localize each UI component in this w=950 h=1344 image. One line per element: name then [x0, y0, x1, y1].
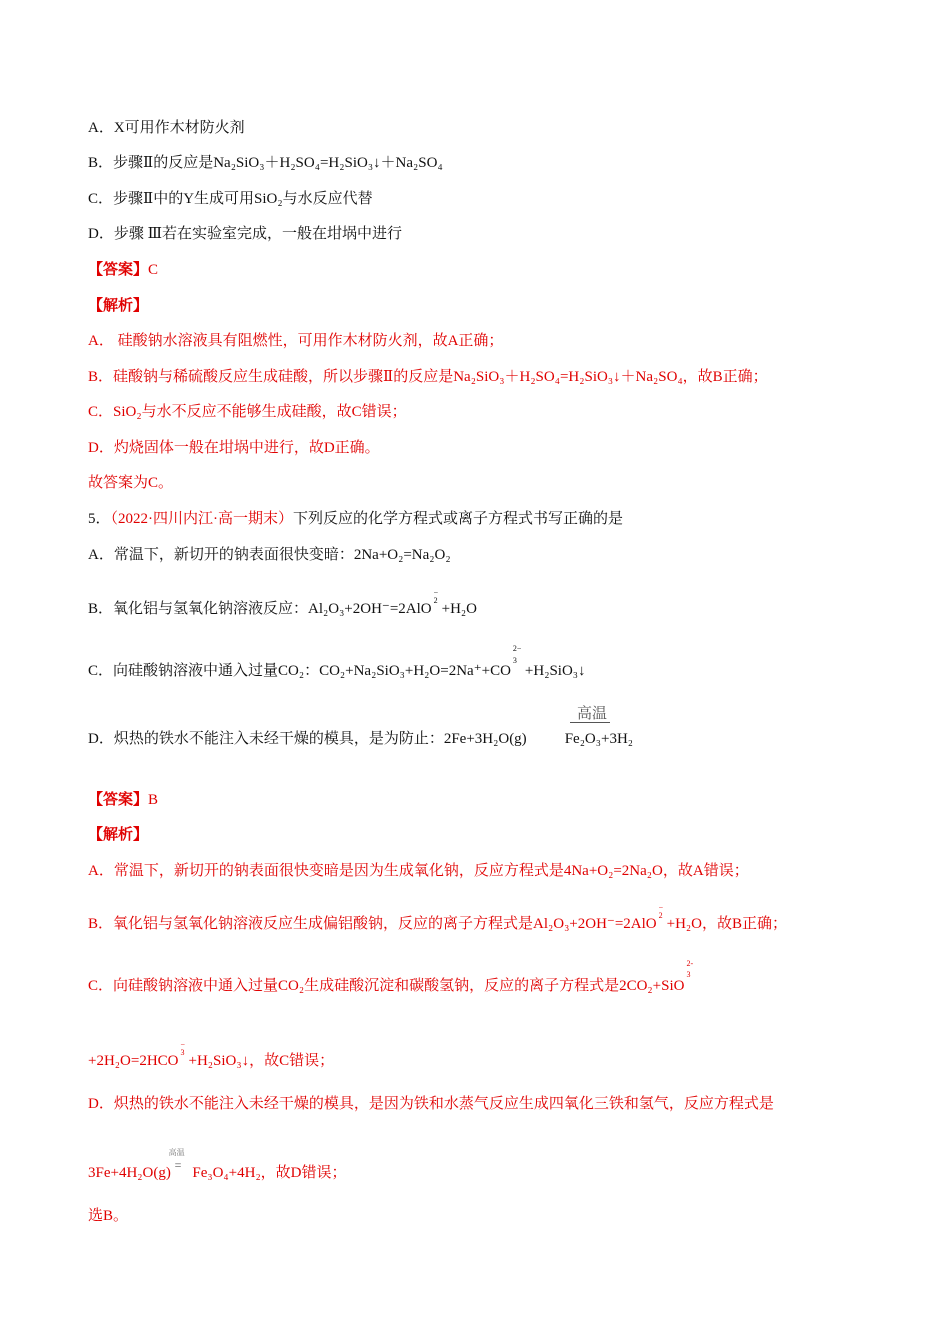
q5-analysis-b-sup: −: [658, 903, 664, 912]
q5-analysis-c1-sub: 3: [686, 970, 691, 979]
q5-analysis-b: [88, 903, 788, 934]
q4-answer-label: 【答案】: [88, 262, 149, 278]
q5-option-b-text: B．氧化铝与氢氧化钠溶液反应：Al₂O₃+2OH⁻=2AlO: [88, 601, 432, 617]
q5-analysis-d2: [88, 1148, 347, 1183]
q5-analysis-d2-eq: =: [174, 1158, 182, 1172]
q5-option-d-tail: Fe₂O₃+3H₂: [564, 731, 634, 747]
q5-analysis-c1-text: C．向硅酸钠溶液中通入过量CO₂生成硅酸沉淀和碳酸氢钠，反应的离子方程式是2CO₂+SiO: [88, 978, 685, 994]
q4-option-a: A．X可用作木材防火剂: [88, 120, 245, 136]
q5-option-c-tail: +H₂SiO₃↓: [524, 663, 586, 679]
q5-option-d: [88, 729, 633, 749]
q5-option-b-sup: −: [433, 588, 439, 597]
q5-option-b-sub: 2: [433, 596, 438, 605]
q4-analysis-d: D．灼烧固体一般在坩埚中进行，故D正确。: [88, 440, 380, 456]
q4-option-b: B．步骤Ⅱ的反应是Na₂SiO₃＋H₂SO₄=H₂SiO₃↓＋Na₂SO₄: [88, 155, 443, 171]
q4-conclusion: 故答案为C。: [88, 475, 174, 491]
q4-option-d: D．步骤 Ⅲ若在实验室完成，一般在坩埚中进行: [88, 226, 403, 242]
q5-stem: [88, 509, 623, 529]
q5-analysis-c1: [88, 959, 696, 996]
q5-analysis-c2-text: +2H₂O=2HCO: [88, 1053, 179, 1069]
q5-analysis-d2-tail: Fe₃O₄+4H₂，故D错误；: [192, 1165, 347, 1181]
q5-option-d-condition: 高温: [577, 706, 608, 722]
q5-analysis-label: 【解析】: [88, 827, 149, 843]
q5-number: 5．: [88, 511, 111, 527]
q5-stem-text: 下列反应的化学方程式或离子方程式书写正确的是: [293, 511, 624, 527]
q5-answer-value: B: [148, 792, 159, 808]
q5-conclusion: 选B。: [88, 1208, 129, 1224]
q5-analysis-c2-tail: +H₂SiO₃↓，故C错误；: [188, 1053, 335, 1069]
q5-analysis-c2-sup: −: [180, 1040, 185, 1049]
q5-option-b-tail: +H₂O: [441, 601, 477, 617]
q4-analysis-label: 【解析】: [88, 298, 149, 314]
q5-analysis-b-tail: +H₂O，故B正确；: [666, 916, 788, 932]
q5-analysis-d2-text: 3Fe+4H₂O(g): [88, 1165, 171, 1181]
q5-analysis-c2-sub: 3: [180, 1048, 185, 1057]
q5-analysis-c2: [88, 1040, 335, 1071]
q5-option-b: [88, 588, 477, 619]
q5-analysis-d2-condition: 高温: [168, 1148, 185, 1157]
q5-option-c-sup: 2−: [512, 644, 522, 653]
q4-analysis-b: B．硅酸钠与稀硫酸反应生成硅酸，所以步骤Ⅱ的反应是Na₂SiO₃＋H₂SO₄=H₂SiO₃↓＋Na₂SO₄，故B正确；: [88, 369, 768, 385]
q5-analysis-d1: D．炽热的铁水不能注入未经干燥的模具，是因为铁和水蒸气反应生成四氧化三铁和氢气，反应方程式是: [88, 1096, 774, 1112]
q4-answer: [88, 260, 158, 280]
q5-source: （2022·四川内江·高一期末）: [110, 511, 294, 527]
q5-analysis-b-text: B．氧化铝与氢氧化钠溶液反应生成偏铝酸钠，反应的离子方程式是Al₂O₃+2OH⁻=2AlO: [88, 916, 657, 932]
q5-analysis-c1-sup: 2-: [686, 959, 694, 968]
q5-option-c-text: C．向硅酸钠溶液中通入过量CO₂：CO₂+Na₂SiO₃+H₂O=2Na⁺+CO: [88, 663, 511, 679]
q5-analysis-b-sub: 2: [658, 911, 663, 920]
q4-answer-value: C: [148, 262, 159, 278]
q5-option-d-condition-bar: [570, 722, 610, 723]
q5-option-c-sub: 3: [512, 656, 517, 665]
q5-option-c: [88, 644, 586, 681]
q5-option-a: A．常温下，新切开的钠表面很快变暗：2Na+O₂=Na₂O₂: [88, 547, 451, 563]
q5-option-d-text: D．炽热的铁水不能注入未经干燥的模具，是为防止：2Fe+3H₂O(g): [88, 731, 527, 747]
q5-answer-label: 【答案】: [88, 792, 149, 808]
q5-answer: [88, 790, 158, 810]
q4-option-c: C．步骤Ⅱ中的Y生成可用SiO₂与水反应代替: [88, 191, 373, 207]
q4-analysis-c: C．SiO₂与水不反应不能够生成硅酸，故C错误；: [88, 404, 407, 420]
q5-analysis-a: A．常温下，新切开的钠表面很快变暗是因为生成氧化钠，反应方程式是4Na+O₂=2Na₂O，故A错误；: [88, 863, 749, 879]
q4-analysis-a: A． 硅酸钠水溶液具有阻燃性，可用作木材防火剂，故A正确；: [88, 333, 504, 349]
